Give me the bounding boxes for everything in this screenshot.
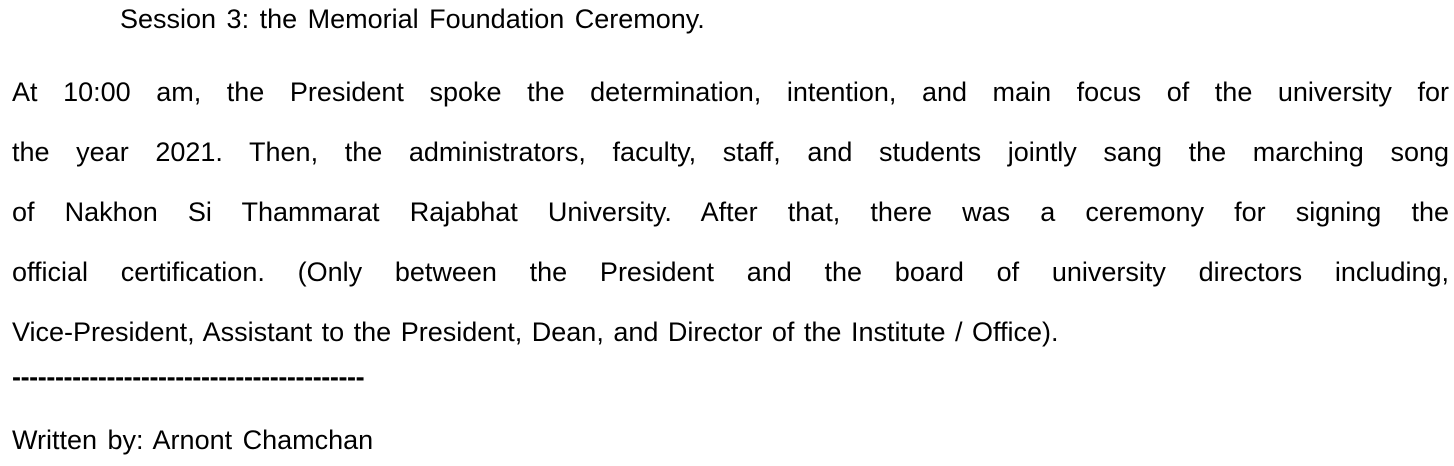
paragraph-line: the year 2021. Then, the administrators, faculty, staff, and students jointly sang the marching song	[12, 137, 1449, 167]
paragraph-line: of Nakhon Si Thammarat Rajabhat University. After that, there was a ceremony for signing the	[12, 197, 1449, 227]
dashed-separator: -----------------------------------------	[12, 362, 365, 392]
body-paragraph	[12, 62, 1449, 362]
paragraph-line: Vice-President, Assistant to the President, Dean, and Director of the Institute / Office).	[12, 317, 1059, 347]
paragraph-line: official certification. (Only between the President and the board of university directors including,	[12, 257, 1449, 287]
paragraph-line: At 10:00 am, the President spoke the determination, intention, and main focus of the university for	[12, 77, 1449, 107]
author-byline: Written by: Arnont Chamchan	[12, 425, 374, 455]
session-heading: Session 3: the Memorial Foundation Ceremony.	[120, 4, 705, 34]
